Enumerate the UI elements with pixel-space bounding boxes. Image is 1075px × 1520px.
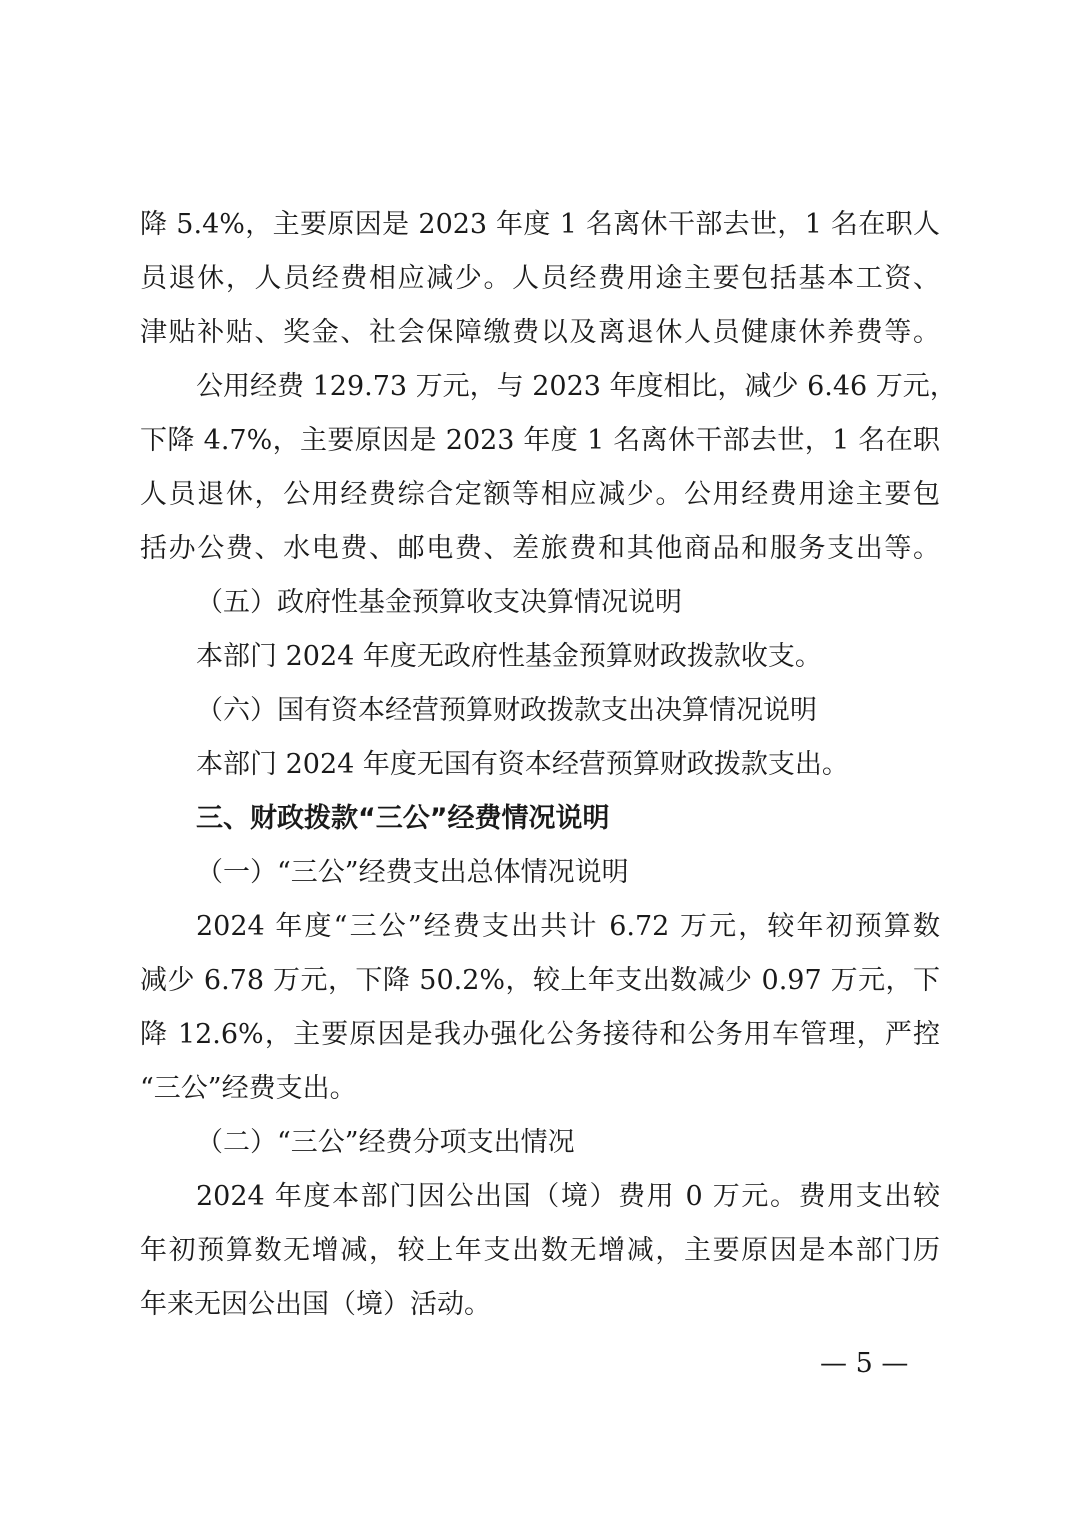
subsection-heading: （二）“三公”经费分项支出情况 [196,1127,575,1158]
paragraph-line: 人员退休，公用经费综合定额等相应减少。公用经费用途主要包 [140,479,940,510]
paragraph-line: “三公”经费支出。 [140,1073,357,1104]
paragraph-line: 降 12.6%，主要原因是我办强化公务接待和公务用车管理，严控 [140,1019,940,1050]
paragraph-line: 员退休，人员经费相应减少。人员经费用途主要包括基本工资、 [140,263,940,294]
paragraph-line: 下降 4.7%，主要原因是 2023 年度 1 名离休干部去世，1 名在职 [140,425,940,456]
page-number: — 5 — [820,1348,909,1379]
subsection-heading: （一）“三公”经费支出总体情况说明 [196,857,629,888]
section-heading: 三、财政拨款“三公”经费情况说明 [196,803,610,834]
paragraph-line: 年初预算数无增减，较上年支出数无增减，主要原因是本部门历 [140,1235,940,1266]
paragraph-line: 括办公费、水电费、邮电费、差旅费和其他商品和服务支出等。 [140,533,940,564]
paragraph-line: 公用经费 129.73 万元，与 2023 年度相比，减少 6.46 万元， [196,371,957,402]
paragraph-line: 本部门 2024 年度无国有资本经营预算财政拨款支出。 [196,749,849,780]
paragraph-line: 降 5.4%，主要原因是 2023 年度 1 名离休干部去世，1 名在职人 [140,209,940,240]
subsection-heading: （五）政府性基金预算收支决算情况说明 [196,587,682,618]
paragraph-line: 2024 年度本部门因公出国（境）费用 0 万元。费用支出较 [196,1181,940,1212]
paragraph-line: 津贴补贴、奖金、社会保障缴费以及离退休人员健康休养费等。 [140,317,940,348]
paragraph-line: 年来无因公出国（境）活动。 [140,1289,491,1320]
paragraph-line: 减少 6.78 万元，下降 50.2%，较上年支出数减少 0.97 万元，下 [140,965,940,996]
paragraph-line: 本部门 2024 年度无政府性基金预算财政拨款收支。 [196,641,822,672]
subsection-heading: （六）国有资本经营预算财政拨款支出决算情况说明 [196,695,817,726]
paragraph-line: 2024 年度“三公”经费支出共计 6.72 万元，较年初预算数 [196,911,940,942]
